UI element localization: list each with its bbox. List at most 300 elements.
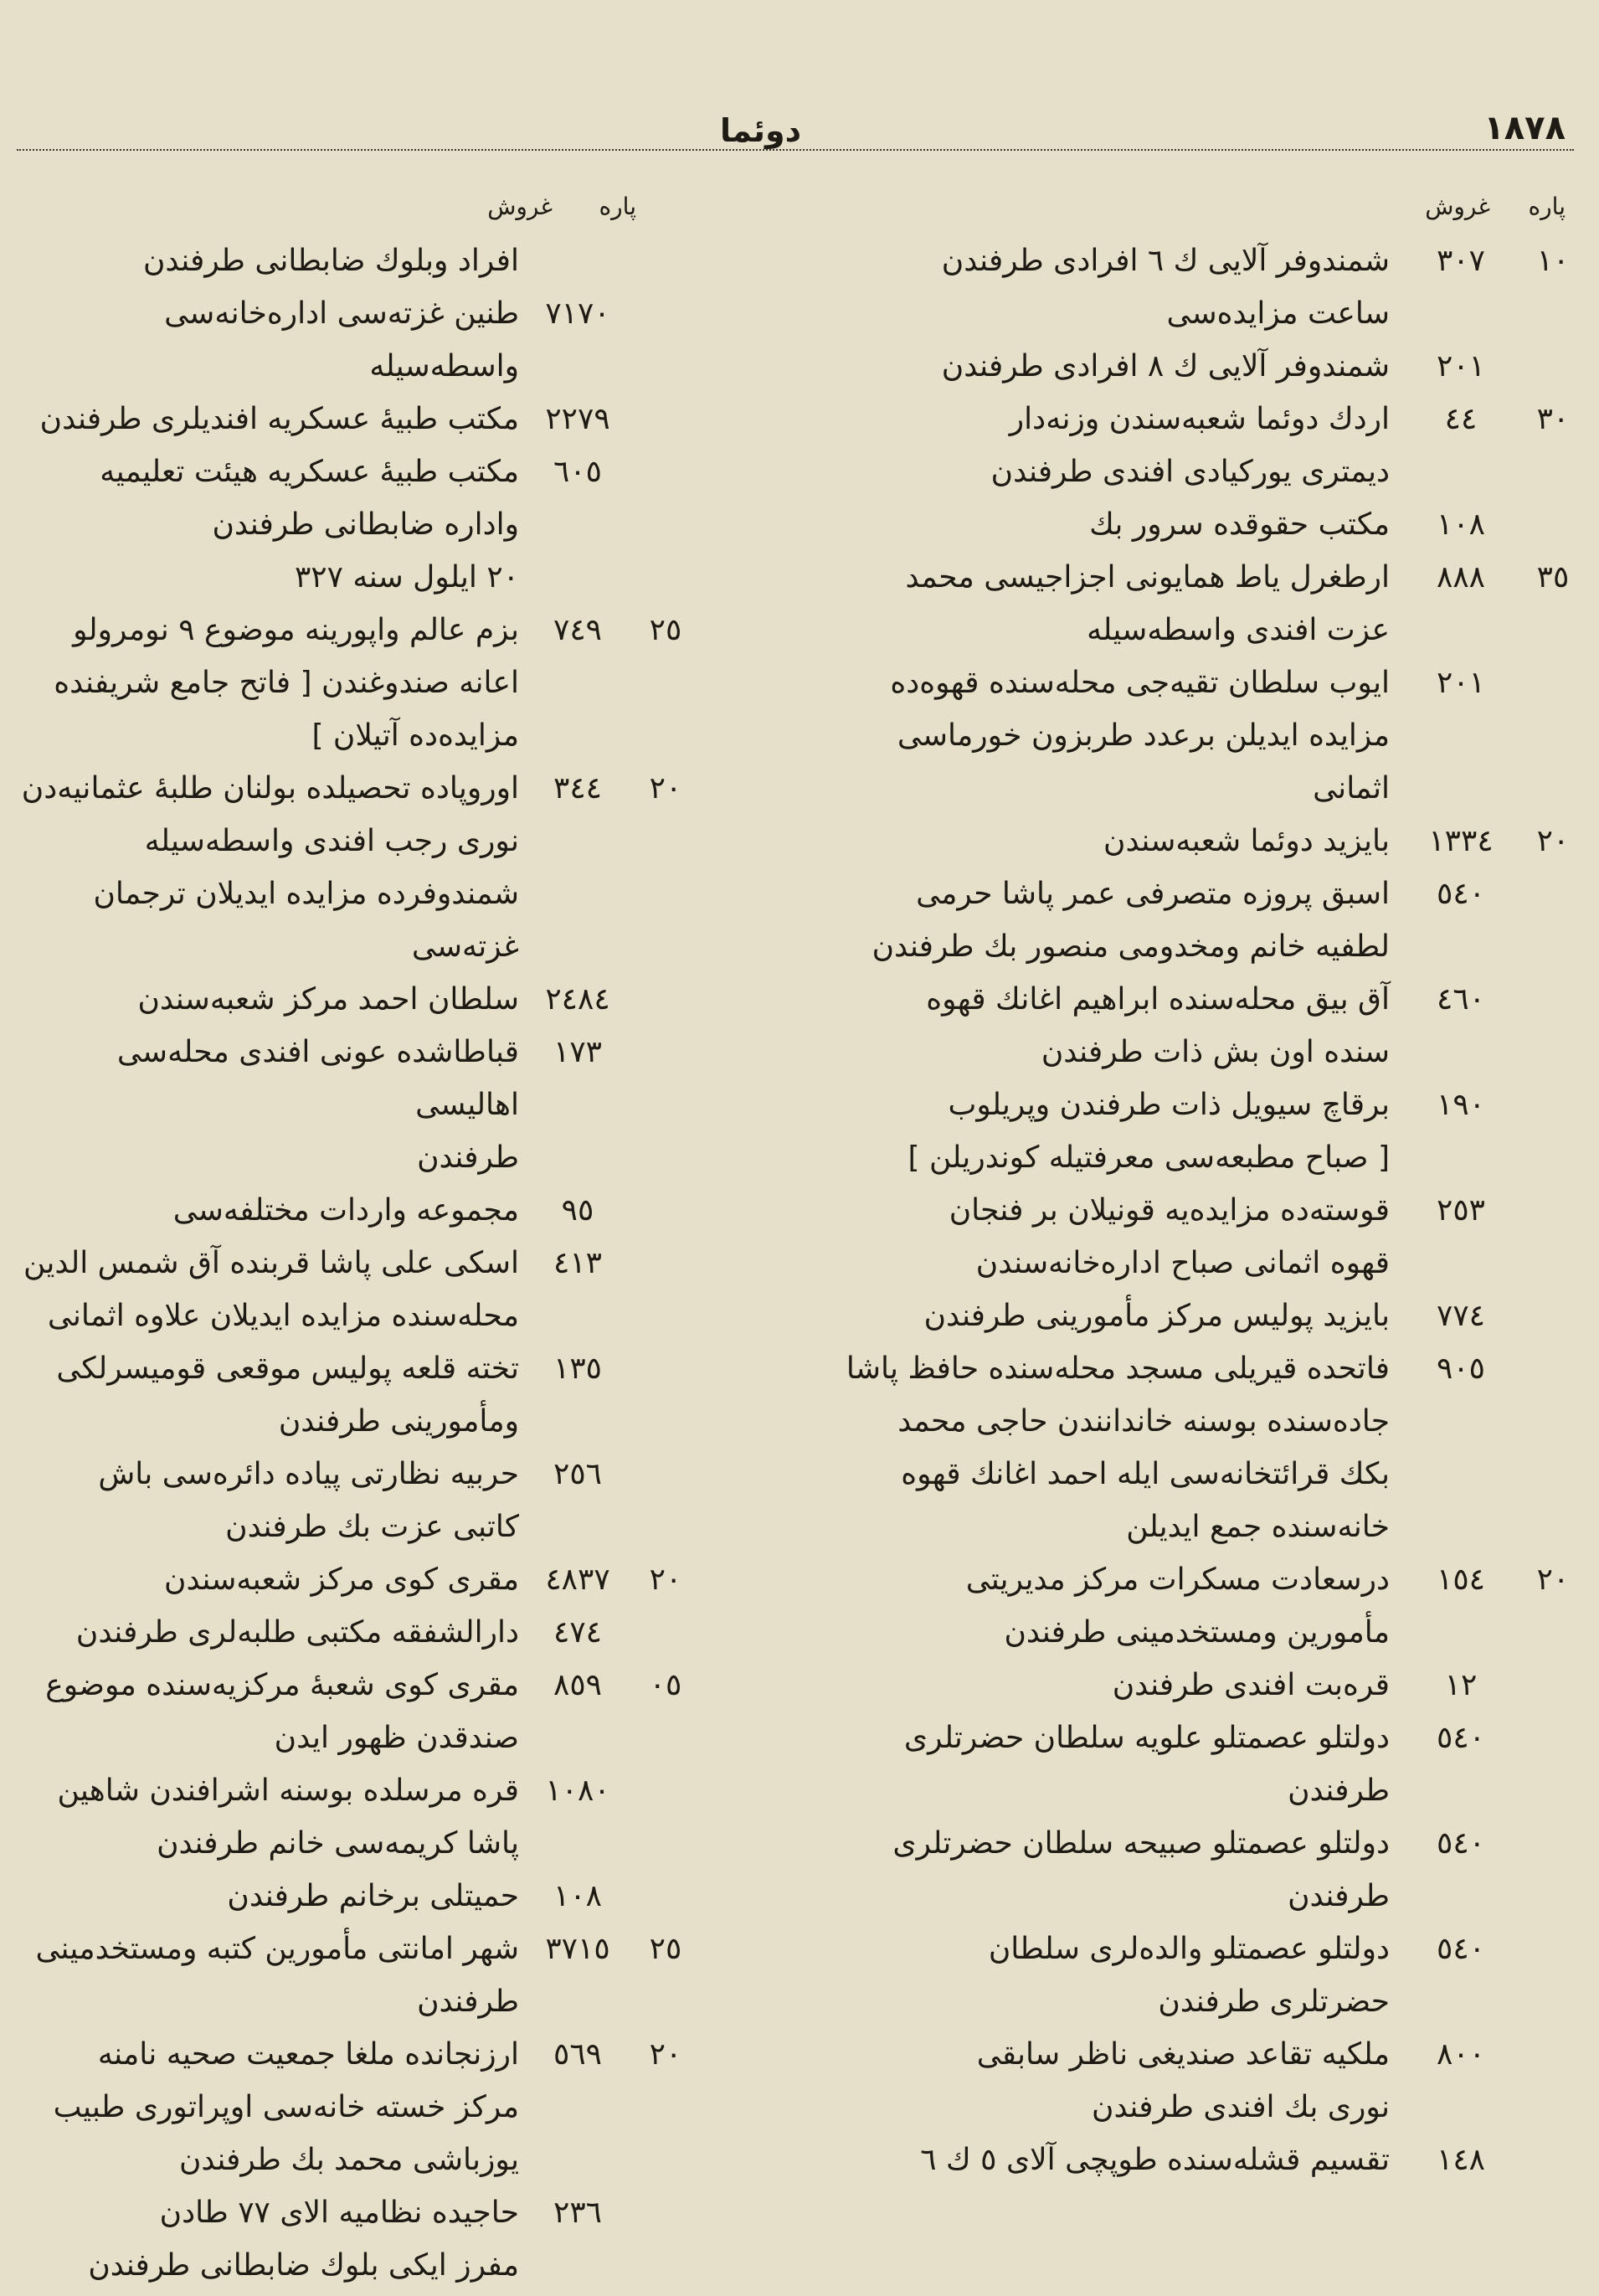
- ledger-entry: [17, 2134, 703, 2186]
- ghurush-amount: ٣٠٧: [1436, 244, 1485, 278]
- ledger-entry: [720, 1184, 1582, 1237]
- entry-text: قهوه اثمانی صباح اداره‌خانه‌سندن: [975, 1246, 1390, 1280]
- ghurush-amount: [527, 2134, 628, 2186]
- ghurush-amount: ٩٥: [561, 1193, 594, 1228]
- ghurush-amount: [1398, 1448, 1524, 1501]
- ghurush-amount: ١٠٨٠: [545, 1773, 610, 1808]
- ledger-entry: [17, 1606, 703, 1659]
- ghurush-heading: غروش: [1425, 193, 1490, 220]
- entry-text: ارزنجانده ملغا جمعیت صحیه نامنه: [97, 2037, 519, 2072]
- para-amount: [1524, 2081, 1582, 2134]
- ledger-entry: [17, 1553, 703, 1606]
- ledger-entry: [17, 604, 703, 656]
- ledger-entry: [720, 1606, 1582, 1659]
- ghurush-amount: ١٢: [1444, 1668, 1478, 1702]
- para-amount: [628, 920, 703, 973]
- ghurush-amount: [527, 1712, 628, 1764]
- entry-text: اسبق پروزه متصرفی عمر پاشا حرمی: [916, 877, 1390, 911]
- para-amount: ٢٥: [649, 613, 682, 647]
- ledger-entry: [720, 1026, 1582, 1079]
- ghurush-amount: [527, 1817, 628, 1870]
- para-amount: [1524, 1448, 1582, 1501]
- ledger-entry: [720, 1131, 1582, 1184]
- ghurush-amount: [527, 2239, 628, 2292]
- ghurush-amount: ٨٥٩: [553, 1668, 602, 1702]
- para-amount: [1524, 762, 1582, 815]
- ledger-entry: [17, 2081, 703, 2134]
- para-amount: ١٠: [1536, 244, 1570, 278]
- ghurush-amount: ٦٠٥: [553, 455, 602, 489]
- ghurush-amount: [527, 867, 628, 920]
- para-amount: [1524, 1501, 1582, 1553]
- ghurush-amount: [527, 551, 628, 604]
- para-amount: ٢٠: [1536, 1562, 1570, 1597]
- entry-text: بایزید دوئما شعبه‌سندن: [1103, 824, 1390, 858]
- ghurush-amount: ٤٧٤: [553, 1615, 602, 1650]
- ledger-entry: [720, 1395, 1582, 1448]
- ledger-entry: [17, 709, 703, 762]
- ledger-entry: [17, 867, 703, 920]
- ghurush-amount: ٤٦٠: [1436, 982, 1485, 1017]
- ghurush-amount: ١٥٤: [1436, 1562, 1485, 1597]
- ghurush-amount: [1398, 604, 1524, 656]
- para-amount: [628, 1501, 703, 1553]
- entry-text: شمندوفر آلایی ك ٨ افرادی طرفندن: [941, 349, 1390, 384]
- running-title: دوئما: [720, 112, 802, 149]
- entry-text: جاده‌سنده بوسنه خاندانندن حاجی محمد: [897, 1404, 1390, 1439]
- entry-text: سلطان احمد مرکز شعبه‌سندن: [137, 982, 519, 1017]
- left-column-entries: [17, 234, 703, 2292]
- right-column-entries: [720, 234, 1582, 2186]
- entry-text: بایزید پولیس مرکز مأمورینی طرفندن: [923, 1299, 1390, 1333]
- entry-text: یوزباشی محمد بك طرفندن: [178, 2143, 519, 2177]
- ledger-entry: [17, 1870, 703, 1923]
- page-header: [17, 109, 1566, 167]
- ghurush-amount: ١٠٨: [553, 1879, 602, 1913]
- ledger-entry: [720, 604, 1582, 656]
- ghurush-amount: ١٧٣: [553, 1035, 602, 1069]
- para-amount: [628, 1606, 703, 1659]
- left-column: [17, 193, 703, 2283]
- entry-text: طرفندن: [417, 1985, 519, 2019]
- entry-text: دارالشفقه مکتبی طلبه‌لری طرفندن: [75, 1615, 519, 1650]
- para-amount: [1524, 1184, 1582, 1237]
- para-amount: [1524, 973, 1582, 1026]
- entry-text: دولتلو عصمتلو والده‌لری سلطان: [988, 1932, 1390, 1966]
- ledger-entry: [17, 1342, 703, 1395]
- entry-text: نوری رجب افندی واسطه‌سیله: [144, 824, 519, 858]
- para-amount: [628, 1026, 703, 1131]
- ledger-entry: [17, 1026, 703, 1131]
- ghurush-amount: [1398, 762, 1524, 815]
- ghurush-amount: [527, 1501, 628, 1553]
- entry-text: افراد وبلوك ضابطانی طرفندن: [142, 244, 519, 278]
- para-amount: [1524, 1606, 1582, 1659]
- ghurush-amount: ٧٤٩: [553, 613, 602, 647]
- entry-text: مقری کوی شعبهٔ مرکزیه‌سنده موضوع: [45, 1668, 519, 1702]
- para-amount: [628, 1237, 703, 1290]
- ghurush-amount: ٥٤٠: [1436, 1721, 1485, 1755]
- para-amount: ٢٠: [649, 2037, 682, 2072]
- para-amount: [628, 1712, 703, 1764]
- ghurush-amount: [1398, 1975, 1524, 2028]
- para-heading: پاره: [1528, 193, 1566, 220]
- ledger-entry: [720, 1290, 1582, 1342]
- entry-text: آق بیق محله‌سنده ابراهیم اغانك قهوه‌: [926, 982, 1390, 1017]
- para-amount: [628, 1870, 703, 1923]
- header-rule: [17, 149, 1574, 151]
- para-amount: [628, 656, 703, 709]
- ledger-entry: [720, 2134, 1582, 2186]
- ledger-entry: [720, 498, 1582, 551]
- ledger-entry: [720, 340, 1582, 393]
- entry-text: ارطغرل یاط همایونی اجزاجیسی محمد: [905, 560, 1390, 595]
- ledger-entry: [720, 709, 1582, 762]
- para-amount: [628, 1817, 703, 1870]
- right-column: [720, 193, 1582, 2269]
- para-amount: [628, 1395, 703, 1448]
- para-amount: [1524, 498, 1582, 551]
- entry-text: مأمورین ومستخدمینی طرفندن: [1004, 1615, 1390, 1650]
- para-amount: [628, 234, 703, 287]
- para-amount: [1524, 2134, 1582, 2186]
- ledger-entry: [720, 815, 1582, 867]
- ledger-entry: [17, 1395, 703, 1448]
- ledger-entry: [17, 2186, 703, 2239]
- entry-text: اعانه صندوغندن [ فاتح جامع شریفنده: [54, 666, 519, 700]
- entry-text: ٢٠ ایلول سنه ٣٢٧: [294, 560, 519, 595]
- entry-text: مزایده ایدیلن برعدد طربزون خورماسی: [897, 718, 1390, 753]
- entry-text: حمیتلی برخانم طرفندن: [227, 1879, 519, 1913]
- para-amount: [628, 867, 703, 920]
- ledger-entry: [720, 1975, 1582, 2028]
- entry-text: واداره ضابطانی طرفندن: [212, 507, 519, 542]
- para-amount: ٠٥: [649, 1668, 682, 1702]
- ghurush-amount: ٢٠١: [1436, 349, 1485, 384]
- para-amount: [1524, 1131, 1582, 1184]
- ledger-entry: [720, 234, 1582, 287]
- ledger-entry: [720, 867, 1582, 920]
- para-amount: [1524, 340, 1582, 393]
- para-amount: [1524, 1395, 1582, 1448]
- entry-text: تخته قلعه پولیس موقعی قومیسرلکی: [56, 1351, 519, 1386]
- ledger-entry: [17, 498, 703, 551]
- ghurush-heading: غروش: [487, 193, 553, 220]
- ghurush-amount: ٩٠٥: [1436, 1351, 1485, 1386]
- para-amount: [628, 1131, 703, 1184]
- ghurush-amount: ٢٥٦: [553, 1457, 602, 1491]
- entry-text: قره مرسلده بوسنه اشرافندن شاهین: [57, 1773, 519, 1808]
- para-amount: [1524, 1342, 1582, 1395]
- ledger-entry: [720, 1237, 1582, 1290]
- para-amount: [1524, 1870, 1582, 1923]
- ghurush-amount: [527, 1290, 628, 1342]
- ghurush-amount: [527, 498, 628, 551]
- para-amount: [1524, 287, 1582, 340]
- para-amount: [1524, 1079, 1582, 1131]
- para-amount: [1524, 1237, 1582, 1290]
- entry-text: [ صباح مطبعه‌سی معرفتیله کوندریلن ]: [907, 1140, 1390, 1175]
- ledger-entry: [17, 445, 703, 498]
- ghurush-amount: [1398, 1501, 1524, 1553]
- ledger-entry: [17, 551, 703, 604]
- ghurush-amount: [1398, 2081, 1524, 2134]
- entry-text: مکتب طبیهٔ عسکریه افندیلری طرفندن: [39, 402, 519, 436]
- ghurush-amount: [527, 2081, 628, 2134]
- ledger-entry: [720, 551, 1582, 604]
- ledger-entry: [17, 815, 703, 867]
- entry-text: قره‌بت افندی طرفندن: [1112, 1668, 1390, 1702]
- ledger-entry: [17, 1764, 703, 1817]
- ghurush-amount: [1398, 1237, 1524, 1290]
- ledger-entry: [17, 1501, 703, 1553]
- para-amount: [1524, 867, 1582, 920]
- ghurush-amount: ٢٢٧٩: [545, 402, 610, 436]
- ghurush-amount: ٨٨٨: [1436, 560, 1485, 595]
- entry-text: خانه‌سنده جمع ایدیلن: [1126, 1510, 1390, 1544]
- para-amount: [1524, 1712, 1582, 1764]
- para-amount: [1524, 604, 1582, 656]
- entry-text: حربیه نظارتی پیاده دائره‌سی باش: [98, 1457, 519, 1491]
- para-amount: ٢٥: [649, 1932, 682, 1966]
- para-amount: ٢٠: [1536, 824, 1570, 858]
- entry-text: قوسته‌ده مزایده‌یه قونیلان بر فنجان: [949, 1193, 1390, 1228]
- ledger-entry: [720, 1659, 1582, 1712]
- left-column-header: [17, 193, 703, 234]
- para-amount: [628, 393, 703, 445]
- ledger-entry: [720, 2081, 1582, 2134]
- ghurush-amount: ٢٣٦: [553, 2196, 602, 2230]
- ghurush-amount: ٧١٧٠: [545, 296, 610, 331]
- para-amount: [1524, 1817, 1582, 1870]
- entry-text: ساعت مزایده‌سی: [1166, 296, 1390, 331]
- ledger-entry: [720, 762, 1582, 815]
- ghurush-amount: ٢٠١: [1436, 666, 1485, 700]
- ghurush-amount: ١٣٥: [553, 1351, 602, 1386]
- ghurush-amount: ٢٤٨٤: [545, 982, 610, 1017]
- entry-text: غزته‌سی: [411, 929, 519, 964]
- ghurush-amount: ١٤٨: [1436, 2143, 1485, 2177]
- para-amount: ٣٠: [1536, 402, 1570, 436]
- ledger-entry: [17, 762, 703, 815]
- ghurush-amount: ٨٠٠: [1436, 2037, 1485, 2072]
- entry-text: تقسیم قشله‌سنده طوپچی آلای ٥ ك ٦: [920, 2143, 1390, 2177]
- entry-text: درسعادت مسکرات مرکز مدیریتی: [965, 1562, 1390, 1597]
- para-amount: [628, 287, 703, 393]
- entry-text: اوروپاده تحصیلده بولنان طلبهٔ عثمانیه‌دن: [21, 771, 519, 806]
- entry-text: حضرتلری طرفندن: [1158, 1985, 1390, 2019]
- ledger-entry: [17, 1817, 703, 1870]
- para-amount: [628, 2081, 703, 2134]
- para-heading: پاره: [599, 193, 636, 220]
- ghurush-amount: ١٠٨: [1436, 507, 1485, 542]
- ledger-entry: [17, 656, 703, 709]
- entry-text: مفرز ایکی بلوك ضابطانی طرفندن: [88, 2248, 519, 2283]
- entry-text: سنده اون بش ذات طرفندن: [1041, 1035, 1390, 1069]
- entry-text: شهر امانتی مأمورین کتبه ومستخدمینی: [35, 1932, 519, 1966]
- ledger-entry: [17, 1237, 703, 1290]
- ledger-entry: [17, 393, 703, 445]
- ghurush-amount: [527, 709, 628, 762]
- ledger-entry: [720, 1712, 1582, 1764]
- para-amount: [628, 2239, 703, 2292]
- entry-text: شمندوفر آلایی ك ٦ افرادی طرفندن: [941, 244, 1390, 278]
- entry-text: محله‌سنده مزایده ایدیلان علاوه اثمانی: [47, 1299, 519, 1333]
- para-amount: [1524, 1659, 1582, 1712]
- entry-text: بزم عالم واپورینه موضوع ٩ نومرولو: [73, 613, 519, 647]
- entry-text: بکك قرائتخانه‌سی ایله احمد اغانك قهوه‌: [901, 1457, 1390, 1491]
- ghurush-amount: [1398, 920, 1524, 973]
- ledger-entry: [720, 1342, 1582, 1395]
- ghurush-amount: ١٣٣٤: [1428, 824, 1494, 858]
- ledger-entry: [720, 2028, 1582, 2081]
- entry-text: عزت افندی واسطه‌سیله: [1087, 613, 1390, 647]
- para-amount: [628, 551, 703, 604]
- para-amount: [628, 709, 703, 762]
- entry-text: حاجیده نظامیه الای ٧٧ طادن: [159, 2196, 519, 2230]
- ghurush-amount: [1398, 1131, 1524, 1184]
- para-amount: [628, 1764, 703, 1817]
- ledger-entry: [720, 393, 1582, 445]
- ghurush-amount: [527, 1131, 628, 1184]
- ledger-entry: [17, 1923, 703, 1975]
- entry-text: ملکیه تقاعد صندیغی ناظر سابقی: [976, 2037, 1390, 2072]
- ledger-entry: [720, 656, 1582, 709]
- ledger-entry: [17, 1712, 703, 1764]
- entry-text: قباطاشده عونی افندی محله‌سی اهالیسی: [116, 1035, 519, 1122]
- entry-text: مقری کوی مرکز شعبه‌سندن: [164, 1562, 519, 1597]
- ghurush-amount: ٥٦٩: [553, 2037, 602, 2072]
- ghurush-amount: [1398, 1870, 1524, 1923]
- ghurush-amount: ٢٥٣: [1436, 1193, 1485, 1228]
- para-amount: [1524, 920, 1582, 973]
- entry-text: اسکی علی پاشا قربنده آق شمس الدین: [23, 1246, 519, 1280]
- para-amount: [1524, 709, 1582, 762]
- ledger-entry: [720, 1817, 1582, 1870]
- entry-text: طرفندن: [1288, 1879, 1390, 1913]
- entry-text: نوری بك افندی طرفندن: [1092, 2090, 1390, 2124]
- ghurush-amount: [1398, 709, 1524, 762]
- entry-text: فاتحده قیریلی مسجد محله‌سنده حافظ پاشا: [846, 1351, 1390, 1386]
- right-column-header: [720, 193, 1582, 234]
- ghurush-amount: ٤١٣: [553, 1246, 602, 1280]
- para-amount: [628, 1184, 703, 1237]
- ledger-entry: [17, 1448, 703, 1501]
- ledger-entry: [720, 920, 1582, 973]
- ghurush-amount: ٥٤٠: [1436, 877, 1485, 911]
- ghurush-amount: [527, 920, 628, 973]
- para-amount: [1524, 656, 1582, 709]
- entry-text: ایوب سلطان تقیه‌جی محله‌سنده قهوه‌ده: [890, 666, 1390, 700]
- entry-text: طنین غزته‌سی اداره‌خانه‌سی واسطه‌سیله: [164, 296, 519, 384]
- para-amount: [628, 973, 703, 1026]
- ledger-entry: [17, 1184, 703, 1237]
- ghurush-amount: [527, 234, 628, 287]
- para-amount: [1524, 1975, 1582, 2028]
- para-amount: [1524, 445, 1582, 498]
- entry-text: مکتب طبیهٔ عسکریه هیئت تعلیمیه: [100, 455, 519, 489]
- para-amount: [628, 2186, 703, 2239]
- ghurush-amount: ٥٤٠: [1436, 1932, 1485, 1966]
- ghurush-amount: [1398, 1395, 1524, 1448]
- para-amount: [1524, 1290, 1582, 1342]
- entry-text: کاتبی عزت بك طرفندن: [225, 1510, 519, 1544]
- entry-text: صندقدن ظهور ایدن: [274, 1721, 519, 1755]
- ghurush-amount: ٧٧٤: [1436, 1299, 1485, 1333]
- ghurush-amount: [1398, 287, 1524, 340]
- entry-text: مزایده‌ده آتیلان ]: [311, 718, 519, 753]
- ledger-entry: [17, 1975, 703, 2028]
- para-amount: [1524, 2028, 1582, 2081]
- entry-text: اثمانی: [1313, 771, 1390, 806]
- para-amount: [628, 498, 703, 551]
- ghurush-amount: ٥٤٠: [1436, 1826, 1485, 1861]
- ghurush-amount: [1398, 1764, 1524, 1817]
- para-amount: [628, 1975, 703, 2028]
- para-amount: [628, 445, 703, 498]
- ledger-entry: [17, 234, 703, 287]
- para-amount: [628, 1448, 703, 1501]
- ghurush-amount: [1398, 445, 1524, 498]
- ghurush-amount: [1398, 1026, 1524, 1079]
- ledger-entry: [720, 1079, 1582, 1131]
- para-amount: ٢٠: [649, 1562, 682, 1597]
- entry-text: طرفندن: [417, 1140, 519, 1175]
- ledger-entry: [720, 287, 1582, 340]
- ledger-entry: [720, 1764, 1582, 1817]
- ledger-entry: [720, 973, 1582, 1026]
- ledger-entry: [720, 1553, 1582, 1606]
- ledger-entry: [17, 2028, 703, 2081]
- ghurush-amount: [527, 815, 628, 867]
- entry-text: ومأمورینی طرفندن: [278, 1404, 519, 1439]
- entry-text: لطفیه خانم ومخدومی منصور بك طرفندن: [871, 929, 1390, 964]
- ghurush-amount: ٣٤٤: [553, 771, 602, 806]
- ledger-entry: [17, 2239, 703, 2292]
- ledger-entry: [17, 920, 703, 973]
- ledger-entry: [720, 1501, 1582, 1553]
- para-amount: [1524, 1764, 1582, 1817]
- entry-text: دیمتری یورکیادی افندی طرفندن: [990, 455, 1390, 489]
- entry-text: مکتب حقوقده سرور بك: [1089, 507, 1390, 542]
- ledger-entry: [720, 445, 1582, 498]
- entry-text: برقاچ سیویل ذات طرفندن وپریلوب: [948, 1088, 1390, 1122]
- entry-text: دولتلو عصمتلو علویه سلطان حضرتلری: [903, 1721, 1390, 1755]
- ledger-entry: [17, 973, 703, 1026]
- para-amount: [1524, 1923, 1582, 1975]
- ledger-entry: [720, 1870, 1582, 1923]
- ghurush-amount: [527, 1395, 628, 1448]
- ghurush-amount: [527, 1975, 628, 2028]
- ledger-entry: [17, 1290, 703, 1342]
- para-amount: ٢٠: [649, 771, 682, 806]
- ghurush-amount: [1398, 1606, 1524, 1659]
- para-amount: [628, 815, 703, 867]
- ledger-entry: [17, 1131, 703, 1184]
- ledger-entry: [17, 287, 703, 393]
- ghurush-amount: ١٩٠: [1436, 1088, 1485, 1122]
- page-number: ١٨٧٨: [1483, 109, 1566, 147]
- entry-text: مجموعه واردات مختلفه‌سی: [172, 1193, 519, 1228]
- ledger-entry: [720, 1448, 1582, 1501]
- para-amount: [628, 1342, 703, 1395]
- para-amount: [628, 2134, 703, 2186]
- ghurush-amount: ٤٨٣٧: [545, 1562, 610, 1597]
- para-amount: [628, 1290, 703, 1342]
- entry-text: دولتلو عصمتلو صبیحه سلطان حضرتلری: [892, 1826, 1390, 1861]
- ghurush-amount: ٤٤: [1444, 402, 1478, 436]
- ledger-entry: [17, 1659, 703, 1712]
